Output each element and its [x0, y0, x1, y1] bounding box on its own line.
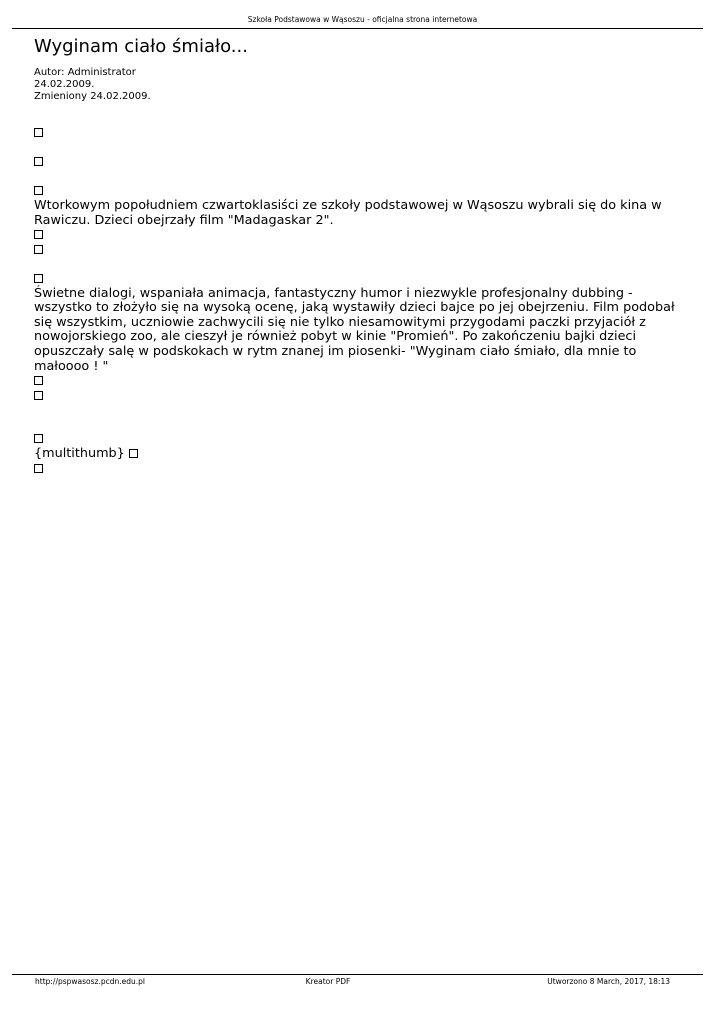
missing-image-icon [34, 157, 43, 166]
missing-image-icon [34, 464, 43, 473]
missing-image-icon [34, 128, 43, 137]
article-title: Wyginam ciało śmiało... [34, 36, 248, 57]
footer-url: http://pspwasosz.pcdn.edu.pl [35, 977, 145, 986]
article-meta [34, 67, 694, 103]
paragraph-intro: Wtorkowym popołudniem czwartoklasiści ze szkoły podstawowej w Wąsoszu wybrali się do kina w Rawiczu. Dzieci obejrzały film "Madagaskar 2". [34, 197, 662, 228]
paragraph-review: Świetne dialogi, wspaniała animacja, fantastyczny humor i niezwykle profesjonalny dubbing - wszystko to złożyło się na wysoką ocenę, jaką wystawiły dzieci bajce po jej obejrzeniu. Film podobał się wszystkim, uczniowie zachwycili się nie tylko niesamowitymi przygodami paczki przyjaciół z nowojorskiego zoo, ale cieszył je również pobyt w kinie "Promień". Po zakończeniu bajki dzieci opuszczały salę w podskokach w rytm znanej im piosenki- "Wyginam ciało śmiało, dla mnie to małoooo ! " [34, 285, 675, 374]
article-content [34, 126, 694, 476]
footer-generator: Kreator PDF [305, 977, 351, 986]
missing-image-icon [34, 245, 43, 254]
missing-image-icon [129, 449, 138, 458]
missing-image-icon [34, 376, 43, 385]
missing-image-icon [34, 274, 43, 283]
footer-created: Utworzono 8 March, 2017, 18:13 [547, 977, 670, 986]
multithumb-placeholder: {multithumb} [34, 446, 125, 462]
missing-image-icon [34, 186, 43, 195]
missing-image-icon [34, 230, 43, 239]
footer-divider [12, 974, 703, 975]
header-divider [12, 28, 703, 29]
modified-date: Zmieniony 24.02.2009. [34, 91, 151, 102]
site-header-title: Szkoła Podstawowa w Wąsoszu - oficjalna strona internetowa [247, 15, 478, 24]
publish-date: 24.02.2009. [34, 79, 95, 90]
author-line: Autor: Administrator [34, 67, 136, 78]
missing-image-icon [34, 434, 43, 443]
article [34, 34, 694, 476]
missing-image-icon [34, 391, 43, 400]
